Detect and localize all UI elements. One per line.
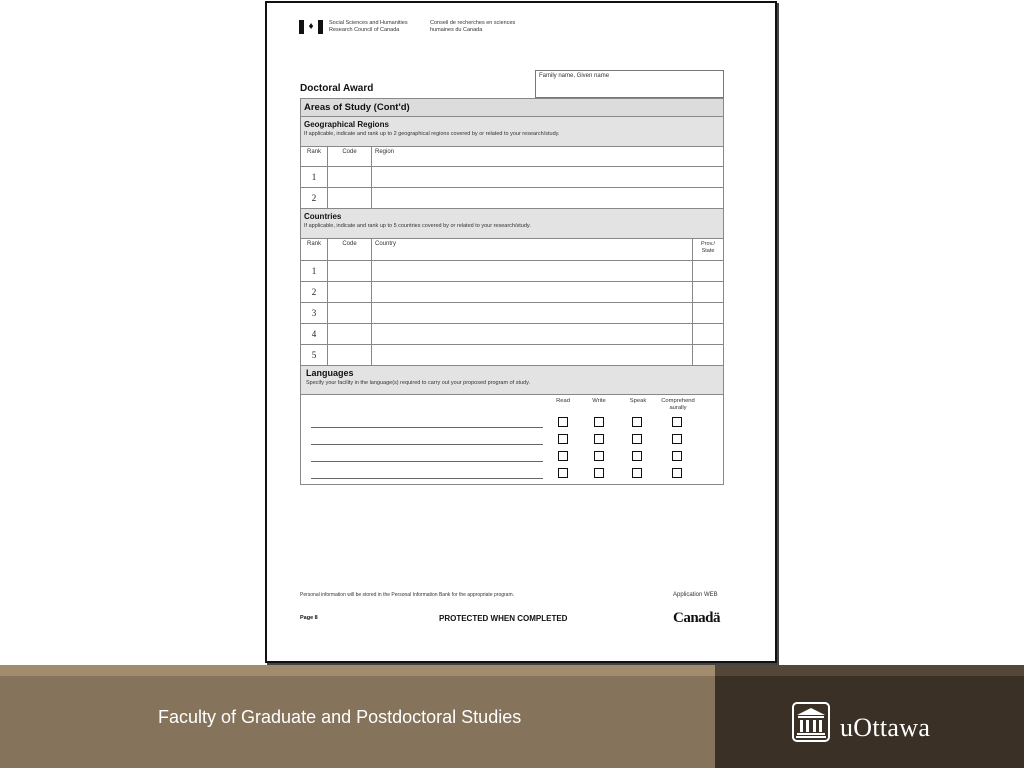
country-name-field-1[interactable] [372,261,693,281]
languages-area [301,395,723,484]
geo-region-header: Region [375,149,395,155]
country-row [301,303,723,324]
read-checkbox-4[interactable] [558,468,568,478]
comprehend-checkbox-3[interactable] [672,451,682,461]
agency-header [299,20,525,34]
geo-regions-description: If applicable, indicate and rank up to 2 geographical regions covered by or related to your research/study. [304,131,560,137]
geo-row [301,167,723,188]
read-header: Read [556,398,570,404]
countries-prov-header: Prov./ State [701,241,715,254]
country-prov-field-5[interactable] [693,345,723,365]
countries-table-header [301,239,723,261]
language-field-2[interactable] [311,444,543,445]
uottawa-logo-text: uOttawa [840,713,931,742]
agency-name-fr: Conseil de recherches en sciences humaines du Canada [430,20,516,33]
country-prov-field-1[interactable] [693,261,723,281]
speak-checkbox-3[interactable] [632,451,642,461]
uottawa-building-icon [792,702,830,742]
geo-code-header: Code [328,147,372,166]
read-checkbox-3[interactable] [558,451,568,461]
faculty-name: Faculty of Graduate and Postdoctoral Studies [158,707,522,727]
country-row [301,282,723,303]
geo-regions-header [301,117,723,147]
footer-banner [0,665,1024,768]
geo-region-field-2[interactable] [372,188,723,208]
speak-checkbox-1[interactable] [632,417,642,427]
country-code-field-4[interactable] [328,324,372,344]
comprehend-header: Comprehend aurally [661,398,695,411]
speak-header: Speak [629,398,647,404]
banner-right [715,665,1024,768]
geo-row [301,188,723,209]
document-title: Doctoral Award [300,83,374,94]
country-rank-3: 3 [301,303,328,323]
geo-code-field-2[interactable] [328,188,372,208]
countries-description: If applicable, indicate and rank up to 5 countries covered by or related to your research/study. [304,223,531,229]
write-checkbox-3[interactable] [594,451,604,461]
language-field-1[interactable] [311,427,543,428]
write-checkbox-4[interactable] [594,468,604,478]
country-rank-2: 2 [301,282,328,302]
country-code-field-1[interactable] [328,261,372,281]
areas-of-study-form [300,98,724,485]
countries-rank-header: Rank [301,239,328,260]
country-row [301,261,723,282]
country-prov-field-2[interactable] [693,282,723,302]
comprehend-checkbox-1[interactable] [672,417,682,427]
speak-checkbox-4[interactable] [632,468,642,478]
write-checkbox-1[interactable] [594,417,604,427]
canada-wordmark: Canadä [673,610,721,626]
language-field-3[interactable] [311,461,543,462]
banner-left [0,665,715,768]
country-code-field-2[interactable] [328,282,372,302]
comprehend-checkbox-4[interactable] [672,468,682,478]
geo-regions-title: Geographical Regions [304,120,389,129]
write-header: Write [592,398,606,404]
country-name-field-3[interactable] [372,303,693,323]
speak-checkbox-2[interactable] [632,434,642,444]
comprehend-checkbox-2[interactable] [672,434,682,444]
country-row [301,345,723,366]
languages-description: Specify your facility in the language(s) required to carry out your proposed program of study. [306,380,530,386]
country-rank-4: 4 [301,324,328,344]
geo-rank-2: 2 [301,188,328,208]
languages-header [301,366,723,395]
language-field-4[interactable] [311,478,543,479]
protected-label: PROTECTED WHEN COMPLETED [439,614,568,623]
geo-code-field-1[interactable] [328,167,372,187]
geo-rank-header: Rank [301,147,328,166]
read-checkbox-1[interactable] [558,417,568,427]
countries-code-header: Code [328,239,372,260]
form-page [265,1,777,663]
canada-flag-icon: ♦ [299,20,323,34]
countries-title: Countries [304,212,342,221]
geo-table-header [301,147,723,167]
countries-country-header: Country [372,239,693,260]
country-rank-1: 1 [301,261,328,281]
country-name-field-4[interactable] [372,324,693,344]
application-reference: Application WEB [673,592,718,598]
country-name-field-5[interactable] [372,345,693,365]
country-code-field-5[interactable] [328,345,372,365]
languages-title: Languages [306,368,354,378]
geo-rank-1: 1 [301,167,328,187]
page-number: Page 8 [300,615,318,621]
country-rank-5: 5 [301,345,328,365]
geo-region-field-1[interactable] [372,167,723,187]
country-name-field-2[interactable] [372,282,693,302]
read-checkbox-2[interactable] [558,434,568,444]
country-row [301,324,723,345]
country-code-field-3[interactable] [328,303,372,323]
privacy-note: Personal information will be stored in the Personal Information Bank for the appropriate program. [300,592,515,598]
family-name-field[interactable]: Family name, Given name [535,70,724,98]
section-title: Areas of Study (Cont'd) [301,99,723,117]
country-prov-field-3[interactable] [693,303,723,323]
country-prov-field-4[interactable] [693,324,723,344]
countries-header [301,209,723,239]
write-checkbox-2[interactable] [594,434,604,444]
agency-name-en: Social Sciences and Humanities Research Council of Canada [329,20,408,33]
